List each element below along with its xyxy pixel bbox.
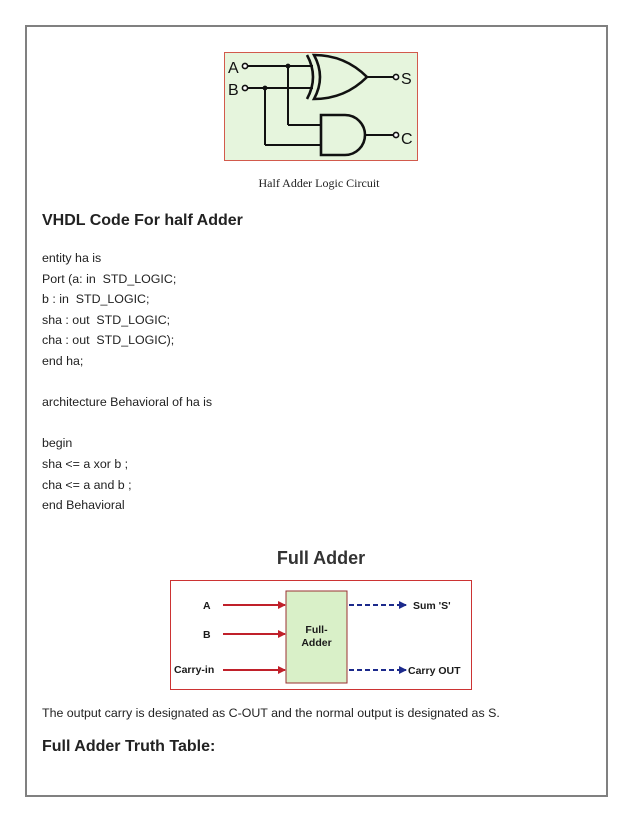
code-line: end Behavioral — [42, 498, 125, 513]
output-s-terminal — [393, 74, 398, 79]
fa-block-label-1: Full- — [305, 624, 328, 636]
full-adder-block-diagram — [170, 580, 472, 690]
half-adder-circuit-svg — [225, 53, 419, 162]
fa-input-b-label: B — [203, 629, 211, 641]
junction-b — [263, 86, 268, 91]
input-b-terminal — [242, 85, 247, 90]
truth-table-heading: Full Adder Truth Table: — [42, 738, 216, 755]
output-s-label: S — [401, 71, 412, 88]
code-line: Port (a: in STD_LOGIC; — [42, 271, 177, 286]
half-adder-circuit-figure — [224, 52, 418, 161]
xor-gate — [307, 55, 367, 99]
junction-a — [286, 64, 291, 69]
output-description-paragraph: The output carry is designated as C-OUT and the normal output is designated as S. — [42, 706, 500, 720]
fa-block-label-2: Adder — [301, 637, 332, 649]
figure-caption: Half Adder Logic Circuit — [258, 176, 380, 190]
vhdl-heading: VHDL Code For half Adder — [42, 212, 243, 229]
fa-output-sum-label: Sum 'S' — [413, 600, 451, 612]
input-a-terminal — [242, 63, 247, 68]
fa-input-a-label: A — [203, 600, 211, 612]
code-line: sha <= a xor b ; — [42, 456, 129, 471]
code-line: entity ha is — [42, 251, 102, 265]
code-line: cha <= a and b ; — [42, 477, 132, 492]
code-line — [42, 413, 212, 434]
full-adder-diagram-svg — [171, 581, 473, 691]
output-c-terminal — [393, 132, 398, 137]
code-line: begin — [42, 436, 73, 451]
circuit-wires — [248, 66, 321, 145]
input-a-label: A — [228, 60, 239, 77]
and-gate — [321, 115, 365, 155]
code-line — [42, 372, 212, 393]
output-c-label: C — [401, 131, 413, 148]
fa-output-carry-label: Carry OUT — [408, 665, 461, 677]
input-b-label: B — [228, 82, 239, 99]
code-line: sha : out STD_LOGIC; — [42, 312, 171, 327]
vhdl-code-block — [42, 248, 212, 516]
code-line: cha : out STD_LOGIC); — [42, 333, 175, 348]
fa-input-carry-label: Carry-in — [174, 664, 215, 676]
code-line: b : in STD_LOGIC; — [42, 292, 150, 307]
code-line: end ha; — [42, 353, 84, 368]
code-line: architecture Behavioral of ha is — [42, 395, 213, 410]
full-adder-title: Full Adder — [276, 548, 366, 568]
